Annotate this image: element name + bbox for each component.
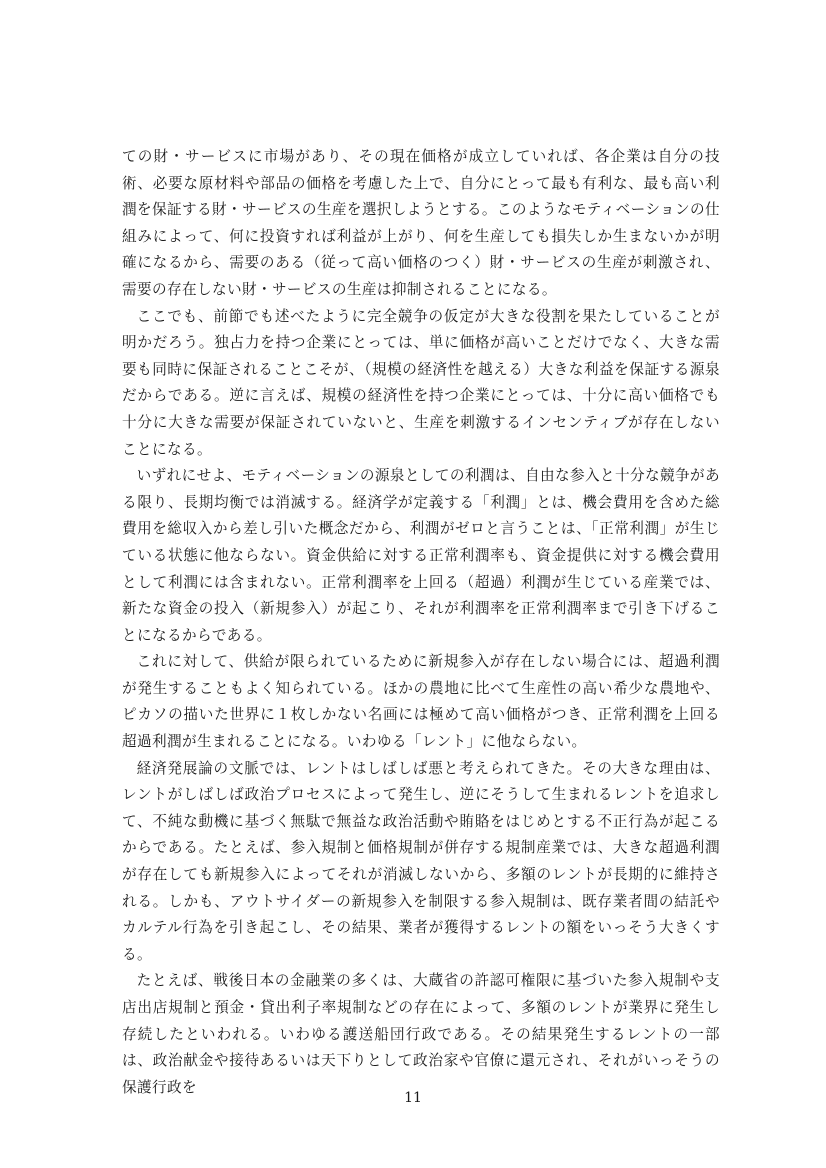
- paragraph-1: ての財・サービスに市場があり、その現在価格が成立していれば、各企業は自分の技術、必要な原材料や部品の価格を考慮した上で、自分にとって最も有利な、最も高い利潤を保証する財・サービスの生産を選択しようとする。このようなモティベーションの仕組みによって、何に投資すれば利益が上がり、何を生産しても損失しか生まないかが明確になるから、需要のある（従って高い価格のつく）財・サービスの生産が刺激され、需要の存在しない財・サービスの生産は抑制されることになる。: [122, 148, 721, 298]
- page-number: 11: [404, 1090, 422, 1106]
- paragraph-2: ここでも、前節でも述べたように完全競争の仮定が大きな役割を果たしていることが明かだろう。独占力を持つ企業にとっては、単に価格が高いことだけでなく、大きな需要も同時に保証されることこそが、（規模の経済性を越える）大きな利益を保証する源泉だからである。逆に言えば、規模の経済性を持つ企業にとっては、十分に高い価格でも十分に大きな需要が保証されていないと、生産を刺激するインセンティブが存在しないことになる。: [122, 307, 720, 458]
- paragraph-4: これに対して、供給が限られているために新規参入が存在しない場合には、超過利潤が発生することもよく知られている。ほかの農地に比べて生産性の高い希少な農地や、ピカソの描いた世界に１枚しかない名画には極めて高い価格がつき、正常利潤を上回る超過利潤が生まれることになる。いわゆる「レント」に他ならない。: [122, 653, 720, 751]
- body-text: [122, 144, 720, 1101]
- paragraph-6: たとえば、戦後日本の金融業の多くは、大蔵省の許認可権限に基づいた参入規制や支店出店規制と預金・貸出利子率規制などの存在によって、多額のレントが業界に発生し存続したといわれる。いわゆる護送船団行政である。その結果発生するレントの一部は、政治献金や接待あるいは天下りとして政治家や官僚に還元され、それがいっそうの保護行政を: [122, 972, 720, 1096]
- paragraph-5: 経済発展論の文脈では、レントはしばしば悪と考えられてきた。その大きな理由は、レントがしばしば政治プロセスによって発生し、逆にそうして生まれるレントを追求して、不純な動機に基づく無駄で無益な政治活動や賄賂をはじめとする不正行為が起こるからである。たとえば、参入規制と価格規制が併存する規制産業では、大きな超過利潤が存在しても新規参入によってそれが消滅しないから、多額のレントが長期的に維持される。しかも、アウトサイダーの新規参入を制限する参入規制は、既存業者間の結託やカルテル行為を引き起こし、その結果、業者が獲得するレントの額をいっそう大きくする。: [122, 759, 720, 963]
- paragraph-3: いずれにせよ、モティベーションの源泉としての利潤は、自由な参入と十分な競争がある限り、長期均衡では消滅する。経済学が定義する「利潤」とは、機会費用を含めた総費用を総収入から差し引いた概念だから、利潤がゼロと言うことは、「正常利潤」が生じている状態に他ならない。資金供給に対する正常利潤率も、資金提供に対する機会費用として利潤には含まれない。正常利潤率を上回る（超過）利潤が生じている産業では、新たな資金の投入（新規参入）が起こり、それが利潤率を正常利潤率まで引き下げることになるからである。: [122, 467, 720, 644]
